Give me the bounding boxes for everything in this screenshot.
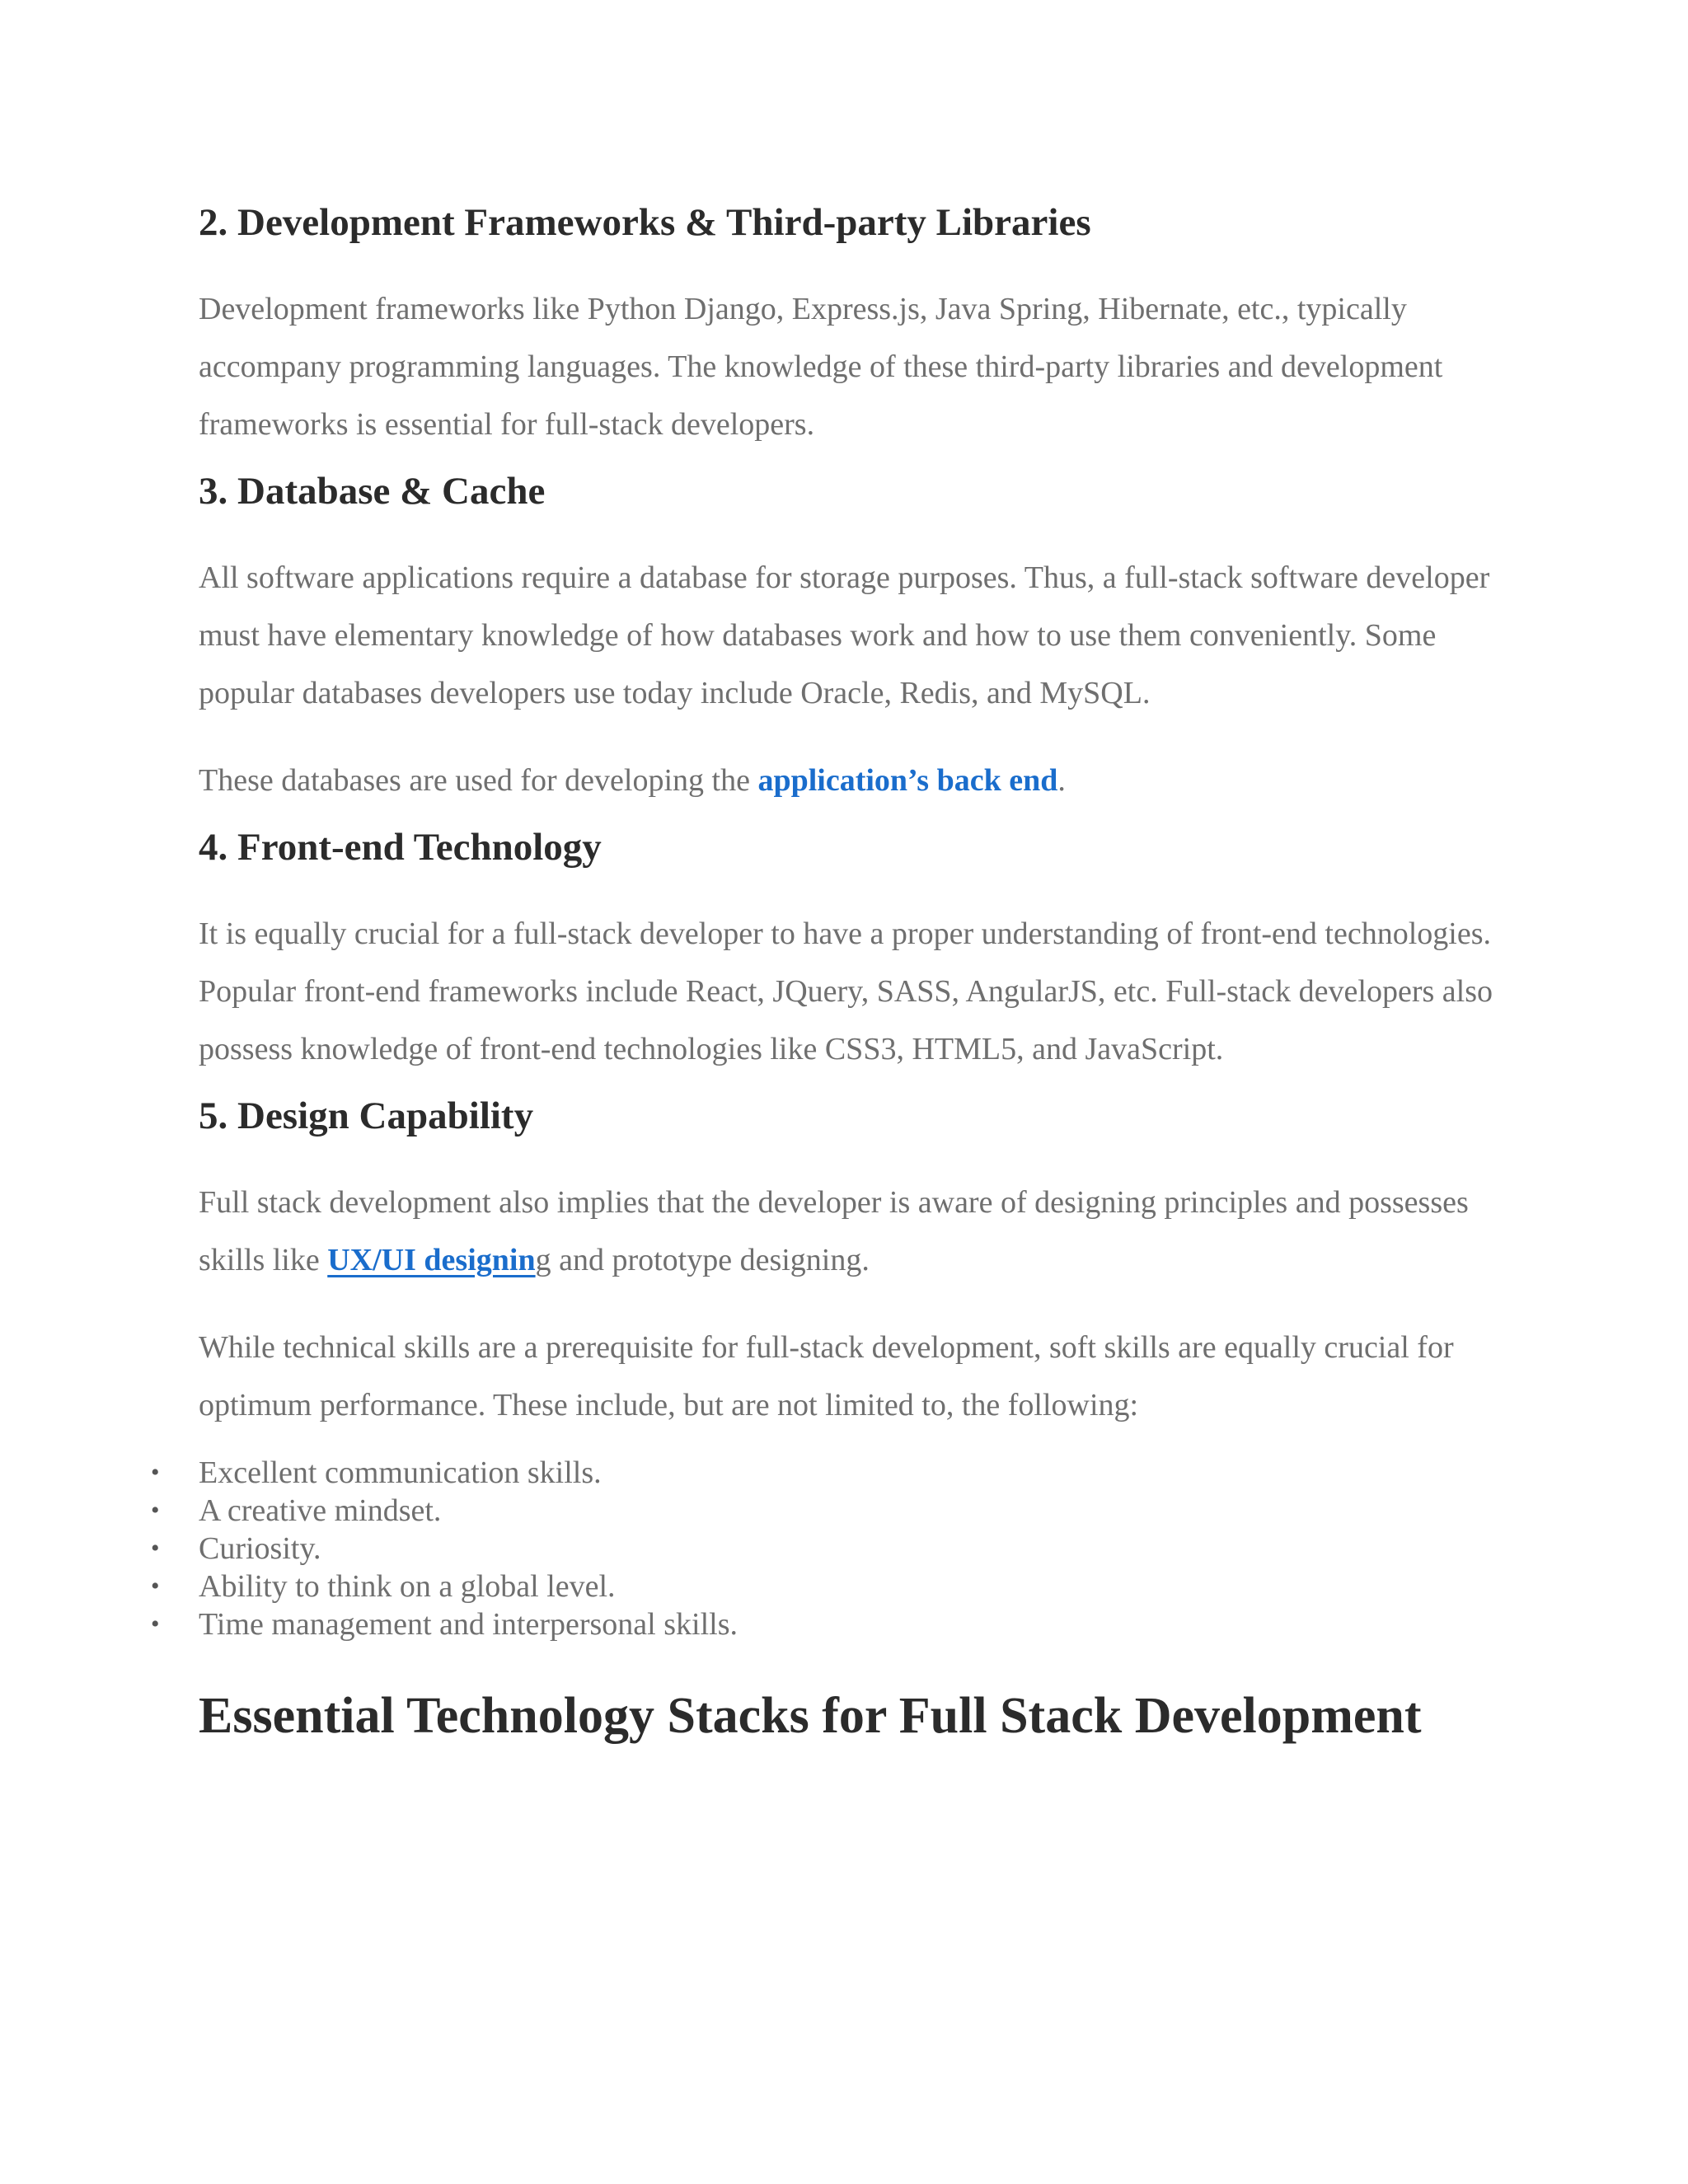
paragraph-design-end: g and prototype designing.	[535, 1243, 870, 1277]
paragraph-database-backend-end: .	[1057, 763, 1066, 798]
bullet-icon: •	[151, 1497, 160, 1524]
paragraph-soft-skills: While technical skills are a prerequisite for full-stack development, soft skills are equally crucial for optimum performance. These include, but are not limited to, the following:	[199, 1330, 1454, 1422]
list-item-text: Curiosity.	[199, 1531, 321, 1566]
document-content	[151, 194, 1493, 1749]
list-item-text: Excellent communication skills.	[199, 1455, 602, 1490]
soft-skills-list	[151, 1454, 1493, 1643]
list-item	[151, 1492, 1493, 1530]
application-back-end-link[interactable]: application’s back end	[757, 763, 1058, 798]
section-heading-design: 5. Design Capability	[199, 1094, 534, 1137]
bullet-icon: •	[151, 1610, 160, 1638]
bullet-icon: •	[151, 1459, 160, 1486]
section-heading-frontend: 4. Front-end Technology	[199, 826, 602, 869]
paragraph-frameworks: Development frameworks like Python Django, Express.js, Java Spring, Hibernate, etc., typically accompany programming languages. The knowledge of these third-party libraries and development frameworks is essential for full-stack developers.	[199, 292, 1443, 442]
list-item	[151, 1568, 1493, 1605]
section-heading-frameworks: 2. Development Frameworks & Third-party Libraries	[199, 201, 1091, 244]
bullet-icon: •	[151, 1572, 160, 1600]
bullet-icon: •	[151, 1535, 160, 1562]
list-item-text: Ability to think on a global level.	[199, 1569, 616, 1604]
ux-ui-designing-link[interactable]: UX/UI designin	[327, 1243, 536, 1277]
paragraph-design	[199, 1174, 1493, 1289]
list-item	[151, 1530, 1493, 1568]
list-item	[151, 1605, 1493, 1643]
section-heading-database: 3. Database & Cache	[199, 470, 546, 513]
heading-technology-stacks: Essential Technology Stacks for Full Stack Development	[199, 1688, 1422, 1744]
paragraph-database-backend-text: These databases are used for developing the	[199, 763, 758, 798]
paragraph-database: All software applications require a database for storage purposes. Thus, a full-stack software developer must have elementary knowledge of how databases work and how to use them conveniently. Some popular databases developers use today include Oracle, Redis, and MySQL.	[199, 560, 1490, 710]
paragraph-frontend: It is equally crucial for a full-stack developer to have a proper understanding of front-end technologies. Popular front-end frameworks include React, JQuery, SASS, AngularJS, etc. Full-stack developers also possess knowledge of front-end technologies like CSS3, HTML5, and JavaScript.	[199, 916, 1493, 1066]
list-item-text: A creative mindset.	[199, 1493, 442, 1528]
paragraph-database-backend	[199, 752, 1493, 809]
paragraph-design-text: Full stack development also implies that the developer is aware of designing principles and possesses skills like	[199, 1185, 1469, 1277]
list-item	[151, 1454, 1493, 1492]
list-item-text: Time management and interpersonal skills.	[199, 1607, 738, 1642]
